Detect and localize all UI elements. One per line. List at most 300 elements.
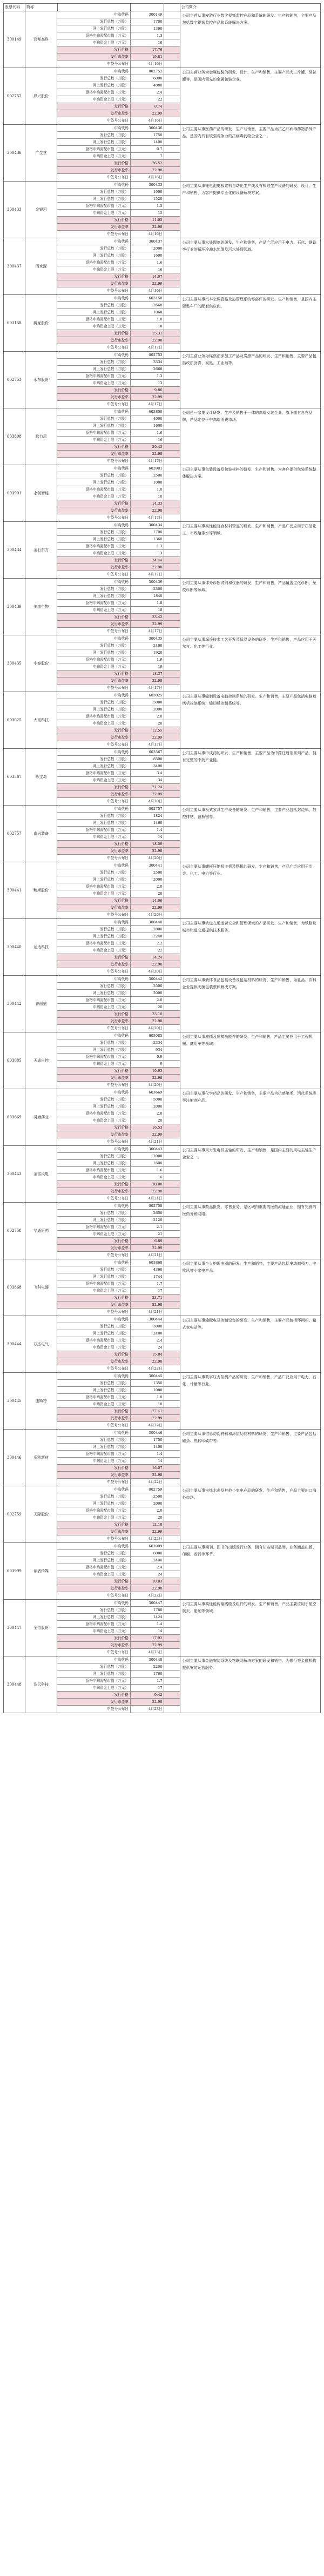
detail-label: 顶格申购需配市值（万元）	[57, 827, 130, 833]
detail-value: 1700	[131, 18, 164, 25]
detail-label: 申购资金上限（万元）	[57, 720, 130, 727]
detail-date	[164, 451, 180, 457]
stock-block	[4, 182, 320, 238]
detail-row	[57, 245, 180, 252]
detail-date	[164, 706, 180, 713]
issue-details	[57, 579, 180, 635]
detail-date	[164, 1273, 180, 1280]
detail-value: 12.18	[131, 1521, 164, 1528]
detail-row	[57, 1642, 180, 1649]
detail-row	[57, 699, 180, 706]
detail-value: 2.2	[131, 940, 164, 947]
detail-value: 24	[131, 1571, 164, 1578]
header-code: 股票代码	[4, 4, 25, 11]
detail-row	[57, 1706, 180, 1713]
stock-code: 603669	[4, 1089, 25, 1145]
detail-row	[57, 1571, 180, 1578]
detail-date	[164, 309, 180, 316]
detail-row	[57, 273, 180, 280]
detail-value: 2200	[131, 1663, 164, 1670]
detail-label: 网上发行总数（万股）	[57, 1444, 130, 1450]
detail-row	[57, 791, 180, 798]
detail-label: 发行市盈率	[57, 337, 130, 344]
detail-date	[164, 117, 180, 124]
detail-label: 网上发行总数（万股）	[57, 1500, 130, 1507]
detail-label: 顶格申购需配市值（万元）	[57, 146, 130, 152]
detail-value: 1.3	[131, 32, 164, 39]
detail-date	[164, 1131, 180, 1138]
detail-value: 2.0	[131, 997, 164, 1003]
detail-value: 17	[131, 1287, 164, 1294]
detail-date	[164, 287, 180, 294]
detail-date	[164, 465, 180, 472]
detail-row	[57, 359, 180, 366]
detail-label: 发行总数（万股）	[57, 1437, 130, 1443]
detail-row	[57, 543, 180, 550]
detail-label: 中签号公布日	[57, 1422, 130, 1429]
detail-row	[57, 53, 180, 61]
detail-value: 4月17日	[131, 571, 164, 578]
detail-value: 4月17日	[131, 458, 164, 465]
detail-label: 申购代码	[57, 806, 130, 812]
detail-date	[164, 1394, 180, 1400]
detail-label: 网上发行总数（万股）	[57, 933, 130, 940]
detail-label: 申购资金上限（万元）	[57, 1174, 130, 1180]
detail-date	[164, 1628, 180, 1634]
detail-row	[57, 415, 180, 422]
detail-value: 14	[131, 1458, 164, 1464]
detail-date	[164, 642, 180, 649]
detail-value: 22.99	[131, 110, 164, 117]
detail-date	[164, 53, 180, 60]
detail-label: 发行市盈率	[57, 621, 130, 627]
detail-label: 发行价格	[57, 1238, 130, 1244]
detail-label: 发行价格	[57, 784, 130, 790]
detail-value: 2.0	[131, 1507, 164, 1514]
detail-date	[164, 1451, 180, 1457]
detail-value: 18.59	[131, 841, 164, 847]
detail-label: 发行价格	[57, 273, 130, 280]
detail-value: 22.98	[131, 1075, 164, 1081]
detail-date	[164, 1231, 180, 1237]
detail-row	[57, 749, 180, 756]
stock-name: 永东股份	[25, 352, 58, 408]
detail-date	[164, 1500, 180, 1507]
detail-row	[57, 330, 180, 337]
detail-label: 网上发行总数（万股）	[57, 990, 130, 996]
detail-date	[164, 784, 180, 790]
detail-row	[57, 252, 180, 259]
detail-date	[164, 1387, 180, 1393]
detail-label: 网上发行总数（万股）	[57, 1330, 130, 1337]
detail-row	[57, 401, 180, 408]
detail-date	[164, 110, 180, 117]
detail-value: 22.99	[131, 394, 164, 400]
detail-label: 网上发行总数（万股）	[57, 366, 130, 372]
detail-label: 中签号公布日	[57, 401, 130, 408]
detail-row	[57, 153, 180, 160]
detail-date	[164, 1316, 180, 1323]
detail-value: 1080	[131, 1387, 164, 1393]
detail-row	[57, 1174, 180, 1181]
header-name: 简称	[25, 4, 58, 11]
detail-label: 申购代码	[57, 579, 130, 585]
detail-row	[57, 976, 180, 983]
detail-value: 1600	[131, 252, 164, 259]
detail-date	[164, 1656, 180, 1663]
detail-row	[57, 352, 180, 359]
stock-code: 002758	[4, 1203, 25, 1259]
detail-label: 发行市盈率	[57, 904, 130, 911]
detail-value: 300444	[131, 1316, 164, 1323]
detail-row	[57, 1146, 180, 1153]
stock-code: 300433	[4, 182, 25, 238]
detail-value: 22.98	[131, 451, 164, 457]
detail-label: 发行价格	[57, 217, 130, 223]
company-profile: 公司主要从事电热水壶及其他小家电产品的研发、生产和销售，产品主要出口海外市场。	[182, 1488, 316, 1500]
detail-label: 顶格申购需配市值（万元）	[57, 997, 130, 1003]
detail-value: 1.6	[131, 1167, 164, 1173]
detail-value: 1350	[131, 1380, 164, 1386]
detail-value: 2668	[131, 366, 164, 372]
detail-date	[164, 1408, 180, 1414]
detail-label: 申购代码	[57, 1600, 130, 1606]
detail-date	[164, 479, 180, 486]
detail-date	[164, 628, 180, 635]
detail-row	[57, 756, 180, 763]
detail-label: 发行市盈率	[57, 1075, 130, 1081]
detail-value: 4月16日	[131, 61, 164, 68]
stock-code: 002759	[4, 1486, 25, 1542]
detail-row	[57, 848, 180, 855]
detail-label: 发行价格	[57, 1692, 130, 1698]
detail-row	[57, 919, 180, 926]
detail-label: 发行市盈率	[57, 961, 130, 968]
detail-value: 22.99	[131, 1245, 164, 1251]
detail-label: 申购资金上限（万元）	[57, 493, 130, 500]
detail-label: 发行价格	[57, 444, 130, 450]
detail-label: 发行市盈率	[57, 224, 130, 230]
detail-label: 发行总数（万股）	[57, 529, 130, 535]
detail-label: 申购代码	[57, 1203, 130, 1209]
detail-date	[164, 1564, 180, 1571]
detail-value: 1600	[131, 422, 164, 429]
detail-label: 申购资金上限（万元）	[57, 777, 130, 783]
header-desc: 公司简介	[181, 5, 197, 9]
detail-row	[57, 1514, 180, 1521]
detail-row	[57, 1110, 180, 1117]
issue-details	[57, 125, 180, 181]
detail-row	[57, 961, 180, 968]
detail-label: 中签号公布日	[57, 117, 130, 124]
detail-row	[57, 110, 180, 117]
detail-date	[164, 316, 180, 323]
detail-row	[57, 32, 180, 39]
detail-date	[164, 1678, 180, 1684]
detail-value: 300448	[131, 1656, 164, 1663]
detail-date	[164, 699, 180, 706]
detail-value: 1700	[131, 529, 164, 535]
detail-date	[164, 1592, 180, 1599]
stock-block	[4, 1543, 320, 1600]
detail-row	[57, 897, 180, 904]
detail-label: 发行价格	[57, 1124, 130, 1131]
detail-value: 20	[131, 1004, 164, 1010]
detail-value: 603669	[131, 1089, 164, 1096]
stock-code: 603901	[4, 465, 25, 521]
detail-row	[57, 1302, 180, 1309]
detail-value: 1750	[131, 1437, 164, 1443]
detail-row	[57, 1408, 180, 1415]
detail-date	[164, 869, 180, 876]
detail-date	[164, 1323, 180, 1330]
stock-code: 300443	[4, 1146, 25, 1202]
detail-label: 顶格申购需配市值（万元）	[57, 1337, 130, 1344]
stock-name: 广生堂	[25, 125, 58, 181]
company-profile: 公司主要从事座椅及座椅功能件的研发、生产和销售，产品主要应用于工程机械、商用车等领域。	[182, 1034, 313, 1046]
detail-date	[164, 408, 180, 415]
company-profile: 公司主要从事医药产品的研发、生产与销售，主要产品为抗乙肝病毒药物系列产品，是国内具有较强竞争力的抗病毒药物企业之一。	[182, 126, 316, 138]
detail-row	[57, 196, 180, 203]
stock-code: 300446	[4, 1430, 25, 1486]
detail-row	[57, 741, 180, 748]
detail-value: 22.99	[131, 1642, 164, 1648]
stock-block	[4, 1600, 320, 1656]
detail-label: 发行市盈率	[57, 564, 130, 571]
detail-value: 14	[131, 834, 164, 840]
detail-row	[57, 642, 180, 649]
detail-value: 10	[131, 493, 164, 500]
detail-value: 20.45	[131, 444, 164, 450]
detail-date	[164, 295, 180, 301]
detail-date	[164, 1203, 180, 1209]
detail-value: 20	[131, 720, 164, 727]
detail-date	[164, 798, 180, 805]
detail-label: 发行总数（万股）	[57, 472, 130, 479]
detail-date	[164, 1096, 180, 1103]
company-profile: 公司主要从事板式家具生产设备的研发、生产和销售，主要产品包括封边机、数控排钻、裁板锯等。	[182, 807, 316, 819]
detail-value: 0.9	[131, 1054, 164, 1060]
detail-row	[57, 968, 180, 975]
detail-row	[57, 869, 180, 876]
stock-name: 浩云科技	[25, 1656, 58, 1713]
detail-value: 17.92	[131, 1635, 164, 1641]
company-profile: 公司主要从事高性能传输线缆及组件的研发、生产和销售，产品主要应用于航空航天、船舶等领域。	[182, 1601, 316, 1613]
company-profile: 公司主要从事液体食品包装设备及包装材料的研发、生产和销售，为乳品、饮料企业提供无菌包装整体解决方案。	[182, 977, 316, 989]
detail-date	[164, 1032, 180, 1039]
detail-value: 603567	[131, 749, 164, 755]
detail-row	[57, 579, 180, 586]
detail-label: 发行总数（万股）	[57, 926, 130, 933]
stock-block	[4, 11, 320, 68]
detail-row	[57, 514, 180, 521]
detail-date	[164, 692, 180, 699]
detail-value: 1400	[131, 1444, 164, 1450]
detail-label: 申购代码	[57, 465, 130, 472]
detail-date	[164, 1004, 180, 1010]
detail-date	[164, 933, 180, 940]
detail-date	[164, 983, 180, 989]
stock-name: 飞科电器	[25, 1259, 58, 1316]
detail-row	[57, 500, 180, 507]
detail-date	[164, 1351, 180, 1358]
detail-date	[164, 749, 180, 755]
detail-label: 发行市盈率	[57, 507, 130, 514]
detail-row	[57, 1437, 180, 1444]
detail-label: 中签号公布日	[57, 1479, 130, 1486]
detail-date	[164, 1600, 180, 1606]
detail-label: 中签号公布日	[57, 1649, 130, 1656]
detail-date	[164, 947, 180, 954]
detail-label: 发行价格	[57, 841, 130, 847]
detail-row	[57, 727, 180, 734]
detail-row	[57, 813, 180, 820]
detail-label: 中签号公布日	[57, 1195, 130, 1202]
company-profile: 公司主要从事体外诊断试剂和仪器的研发、生产和销售，产品覆盖生化诊断、免疫诊断等领域。	[182, 580, 316, 592]
detail-label: 顶格申购需配市值（万元）	[57, 883, 130, 890]
detail-value: 1920	[131, 649, 164, 656]
detail-value: 3.4	[131, 770, 164, 776]
detail-label: 申购资金上限（万元）	[57, 947, 130, 954]
detail-date	[164, 1528, 180, 1535]
detail-value: 22.99	[131, 904, 164, 911]
issue-details	[57, 182, 180, 238]
detail-label: 申购代码	[57, 522, 130, 528]
detail-label: 发行市盈率	[57, 1302, 130, 1308]
detail-label: 发行总数（万股）	[57, 132, 130, 138]
detail-row	[57, 472, 180, 479]
detail-value: 10.03	[131, 1578, 164, 1585]
detail-value: 22.98	[131, 167, 164, 173]
detail-value: 22.99	[131, 1415, 164, 1421]
company-profile: 公司是一家集设计研发、生产及销售于一体的高端女装企业，旗下拥有自有品牌，产品定位于中高端消费市场。	[182, 410, 313, 422]
detail-value: 1.3	[131, 543, 164, 549]
detail-date	[164, 663, 180, 670]
detail-value: 603999	[131, 1543, 164, 1549]
stock-name: 中泰股份	[25, 635, 58, 692]
detail-label: 顶格申购需配市值（万元）	[57, 1394, 130, 1400]
detail-date	[164, 1578, 180, 1585]
detail-row	[57, 1444, 180, 1451]
detail-label: 网上发行总数（万股）	[57, 1614, 130, 1620]
detail-row	[57, 430, 180, 437]
detail-date	[164, 940, 180, 947]
detail-row	[57, 82, 180, 89]
issue-details	[57, 1656, 180, 1713]
detail-date	[164, 359, 180, 365]
detail-row	[57, 784, 180, 791]
detail-date	[164, 1535, 180, 1542]
detail-date	[164, 1259, 180, 1266]
detail-label: 申购代码	[57, 1543, 130, 1549]
detail-row	[57, 387, 180, 394]
issue-details	[57, 919, 180, 975]
detail-row	[57, 1316, 180, 1323]
detail-label: 发行价格	[57, 46, 130, 53]
detail-date	[164, 1607, 180, 1613]
stock-name: 天际股份	[25, 1486, 58, 1542]
stock-block	[4, 1259, 320, 1316]
detail-value: 14.07	[131, 273, 164, 280]
detail-label: 中签号公布日	[57, 514, 130, 521]
detail-label: 申购代码	[57, 692, 130, 699]
stock-block	[4, 1486, 320, 1543]
detail-value: 34	[131, 777, 164, 783]
company-profile: 公司主要从事高性能复合材料管道的研发、生产和销售，产品广泛应用于石油化工、市政给排水等领域。	[182, 524, 316, 535]
detail-date	[164, 1160, 180, 1166]
detail-row	[57, 954, 180, 961]
detail-date	[164, 103, 180, 110]
detail-row	[57, 536, 180, 543]
detail-date	[164, 593, 180, 599]
detail-value: 4800	[131, 82, 164, 89]
detail-date	[164, 146, 180, 152]
detail-label: 中签号公布日	[57, 1309, 130, 1316]
detail-date	[164, 224, 180, 230]
stock-code: 603808	[4, 408, 25, 465]
detail-value: 4月17日	[131, 741, 164, 748]
issue-details	[57, 352, 180, 408]
detail-date	[164, 1614, 180, 1620]
detail-label: 网上发行总数（万股）	[57, 479, 130, 486]
detail-value: 2500	[131, 1493, 164, 1500]
stock-code: 300435	[4, 635, 25, 692]
detail-row	[57, 990, 180, 997]
stock-block	[4, 408, 320, 465]
detail-date	[164, 890, 180, 897]
detail-date	[164, 430, 180, 436]
detail-label: 申购代码	[57, 352, 130, 358]
detail-row	[57, 1685, 180, 1692]
detail-date	[164, 1075, 180, 1081]
detail-row	[57, 1550, 180, 1557]
detail-label: 发行总数（万股）	[57, 983, 130, 989]
detail-label: 发行市盈率	[57, 677, 130, 684]
issue-details	[57, 1089, 180, 1145]
detail-date	[164, 394, 180, 400]
stock-block	[4, 352, 320, 408]
detail-date	[164, 132, 180, 138]
detail-date	[164, 1061, 180, 1067]
detail-row	[57, 862, 180, 869]
detail-value: 2400	[131, 1330, 164, 1337]
detail-row	[57, 1430, 180, 1437]
detail-row	[57, 685, 180, 692]
detail-label: 发行总数（万股）	[57, 245, 130, 252]
detail-date	[164, 231, 180, 238]
detail-row	[57, 1117, 180, 1124]
detail-date	[164, 217, 180, 223]
stock-code: 002757	[4, 806, 25, 862]
detail-row	[57, 96, 180, 103]
detail-value: 2000	[131, 990, 164, 996]
detail-value: 1424	[131, 1614, 164, 1620]
detail-date	[164, 827, 180, 833]
detail-row	[57, 997, 180, 1004]
detail-value: 22.98	[131, 1699, 164, 1705]
table-header	[4, 4, 320, 11]
detail-row	[57, 1124, 180, 1131]
detail-value: 2000	[131, 876, 164, 883]
detail-row	[57, 911, 180, 918]
detail-value: 300441	[131, 862, 164, 869]
detail-date	[164, 876, 180, 883]
company-profile: 公司主营业务为煤焦油深加工产品及炭黑产品的研发、生产和销售，主要产品包括改质沥青、炭黑、工业萘等。	[182, 353, 316, 365]
detail-date	[164, 1294, 180, 1301]
detail-date	[164, 82, 180, 89]
detail-label: 发行总数（万股）	[57, 1550, 130, 1557]
detail-label: 发行价格	[57, 1351, 130, 1358]
